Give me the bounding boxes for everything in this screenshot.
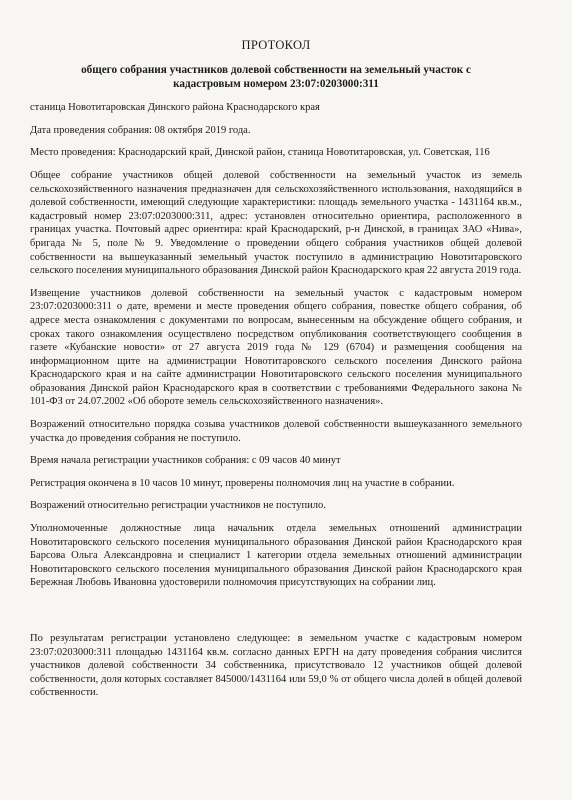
paragraph-land-plot: Общее собрание участников общей долевой собственности на земельный участок из земель сельскохозяйственного назначения предназначен для сельскохозяйственного использования, находящийся в долевой собственности, имеющий следующие характеристики: площадь земельного участка - 1431164 кв.м., кадастровый номер 23:07:0203000:311, адрес: установлен относительно ориентира, расположенного в границах участка. Почтовый адрес ориентира: край Краснодарский, р-н Динской, в границах ЗАО «Нива», бригада № 5, поле № 9. Уведомление о проведении общего собрания участников общей долевой собственности на вышеуказанный земельный участок поступило в администрацию Новотитаровского сельского поселения муниципального образования Динской район Краснодарского края 22 августа 2019 года. <box>30 169 522 277</box>
subtitle-line-1: общего собрания участников долевой собственности на земельный участок с <box>81 64 471 76</box>
paragraph-no-objections-convening: Возражений относительно порядка созыва участников долевой собственности вышеуказанного земельного участка до проведения собрания не поступило. <box>30 419 522 444</box>
meeting-place: Место проведения: Краснодарский край, Динской район, станица Новотитаровская, ул. Советская, 116 <box>30 147 490 159</box>
paragraph-registration-results: По результатам регистрации установлено следующее: в земельном участке с кадастровым номером 23:07:0203000:311 площадью 1431164 кв.м. согласно данных ЕРГН на дату проведения собрания числится участников долевой собственности 34 собственника, присутствовало 12 участников общей долевой собственности, доля которых составляет 845000/1431164 или 59,0 % от общего числа долей в общей долевой собственности. <box>30 633 522 699</box>
location-line: станица Новотитаровская Динского района Краснодарского края <box>30 102 320 114</box>
document-title: ПРОТОКОЛ <box>241 38 311 52</box>
document-subtitle <box>30 64 522 91</box>
paragraph-registration-start: Время начала регистрации участников собрания: с 09 часов 40 минут <box>30 455 341 467</box>
paragraph-authorized-officials: Уполномоченные должностные лица начальник отдела земельных отношений администрации Новотитаровского сельского поселения муниципального образования Динской район Краснодарского края Барсова Ольга Александровна и специалист 1 категории отдела земельных отношений администрации Новотитаровского сельского поселения муниципального образования Динской район Краснодарского края Бережная Любовь Ивановна удостоверили полномочия присутствующих на собрании лиц. <box>30 523 522 589</box>
meeting-date: Дата проведения собрания: 08 октября 2019 года. <box>30 124 251 136</box>
paragraph-no-objections-registration: Возражений относительно регистрации участников не поступило. <box>30 500 326 512</box>
paragraph-notice: Извещение участников долевой собственности на земельный участок с кадастровым номером 23:07:0203000:311 о дате, времени и месте проведения общего собрания, повестке общего собрания, об адресе места ознакомления с документами по вопросам, вынесенным на обсуждение общего собрания, и сроках такого ознакомления осуществлено посредством опубликования соответствующего сообщения в газете «Кубанские новости» от 27 августа 2019 года № 129 (6704) и размещения сообщения на информационном щите на администрации Новотитаровского сельского поселения Динского района Краснодарского края и на сайте администрации Новотитаровского сельского поселения муниципального образования Динской район Краснодарского края в соответствии с требованиями Федерального закона № 101-ФЗ от 24.07.2002 «Об обороте земель сельскохозяйственного назначения». <box>30 287 522 408</box>
subtitle-line-2: кадастровым номером 23:07:0203000:311 <box>173 77 379 90</box>
paragraph-registration-end: Регистрация окончена в 10 часов 10 минут, проверены полномочия лиц на участие в собрании. <box>30 477 455 489</box>
